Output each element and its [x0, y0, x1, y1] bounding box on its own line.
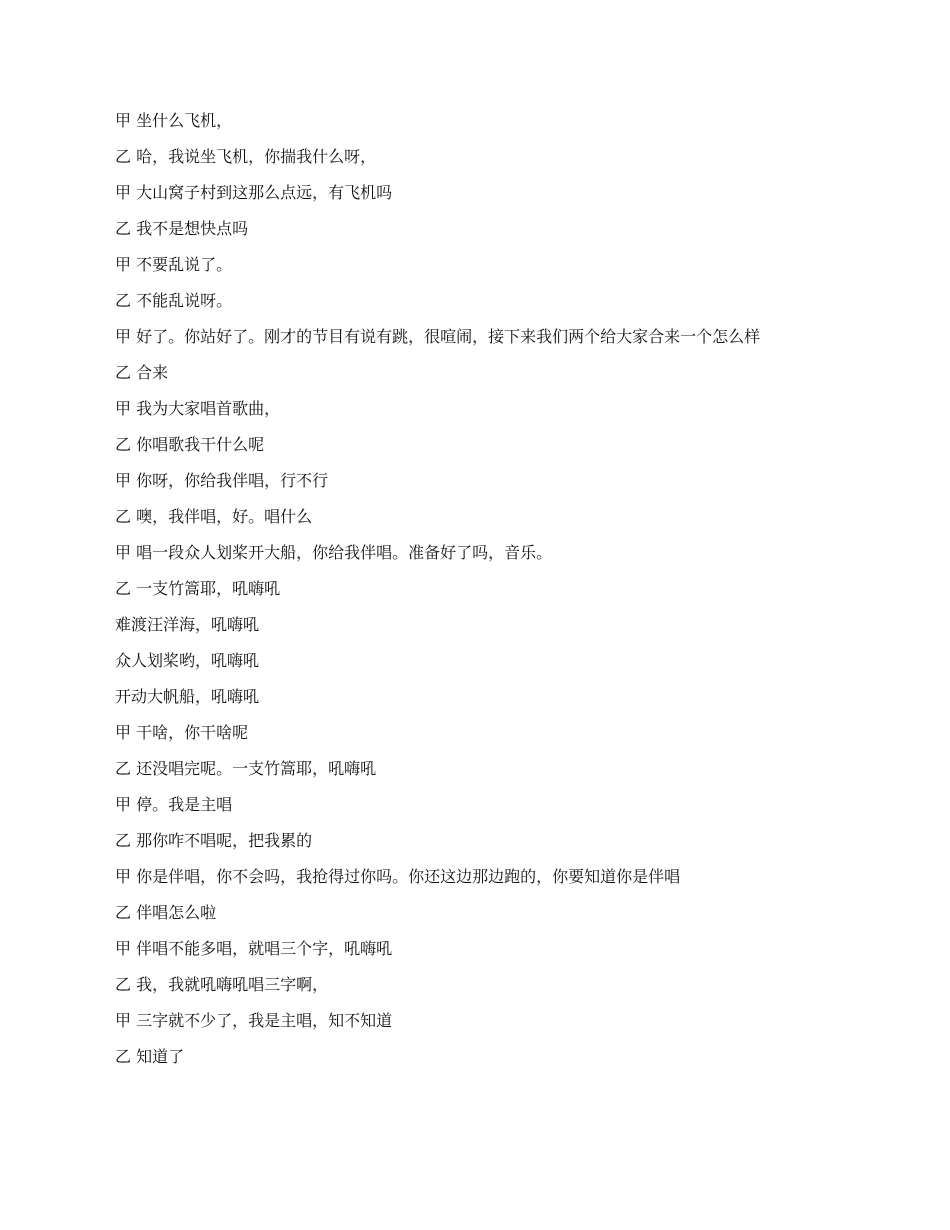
dialogue-line: 乙 哈，我说坐飞机，你揣我什么呀， [115, 147, 377, 166]
dialogue-line: 甲 好了。你站好了。刚才的节目有说有跳，很喧闹，接下来我们两个给大家合来一个怎么样 [115, 327, 761, 346]
dialogue-line: 众人划桨哟，吼嗨吼 [115, 651, 260, 670]
dialogue-line: 难渡汪洋海，吼嗨吼 [115, 615, 260, 634]
dialogue-line: 甲 停。我是主唱 [115, 795, 233, 814]
dialogue-line: 甲 你是伴唱，你不会吗，我抢得过你吗。你还这边那边跑的，你要知道你是伴唱 [115, 867, 681, 886]
dialogue-line: 乙 那你咋不唱呢，把我累的 [115, 831, 313, 850]
dialogue-line: 乙 知道了 [115, 1047, 185, 1066]
dialogue-line: 甲 你呀，你给我伴唱，行不行 [115, 471, 329, 490]
dialogue-line: 乙 还没唱完呢。一支竹篙耶，吼嗨吼 [115, 759, 377, 778]
dialogue-line: 乙 合来 [115, 363, 169, 382]
dialogue-line: 甲 干啥，你干啥呢 [115, 723, 249, 742]
dialogue-line: 开动大帆船，吼嗨吼 [115, 687, 260, 706]
dialogue-line: 乙 你唱歌我干什么呢 [115, 435, 265, 454]
dialogue-line: 乙 我，我就吼嗨吼唱三字啊， [115, 975, 329, 994]
dialogue-line: 乙 伴唱怎么啦 [115, 903, 217, 922]
dialogue-line: 乙 一支竹篙耶，吼嗨吼 [115, 579, 281, 598]
dialogue-line: 甲 不要乱说了。 [115, 255, 233, 274]
dialogue-line: 甲 大山窝子村到这那么点远，有飞机吗 [115, 183, 393, 202]
dialogue-line: 甲 唱一段众人划桨开大船，你给我伴唱。准备好了吗，音乐。 [115, 543, 553, 562]
dialogue-line: 乙 噢，我伴唱，好。唱什么 [115, 507, 313, 526]
dialogue-text [115, 112, 835, 1084]
dialogue-line: 甲 我为大家唱首歌曲， [115, 399, 281, 418]
dialogue-line: 甲 三字就不少了，我是主唱，知不知道 [115, 1011, 393, 1030]
dialogue-line: 乙 我不是想快点吗 [115, 219, 249, 238]
dialogue-line: 甲 坐什么飞机， [115, 111, 233, 130]
dialogue-line: 甲 伴唱不能多唱，就唱三个字，吼嗨吼 [115, 939, 393, 958]
dialogue-line: 乙 不能乱说呀。 [115, 291, 233, 310]
